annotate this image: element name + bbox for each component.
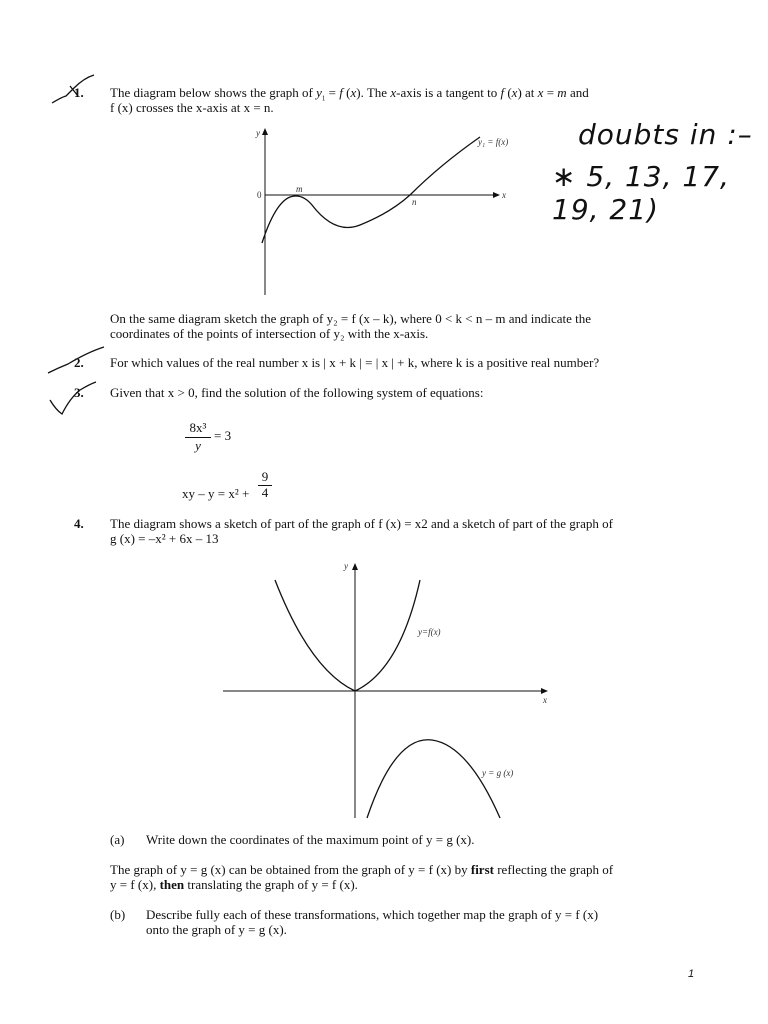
part-b-text-line-2: onto the graph of y = g (x). <box>146 922 287 937</box>
part-b-label: (b) <box>110 907 126 922</box>
graph-1-m-label: m <box>296 184 303 194</box>
q4-bold-then: then <box>159 877 185 892</box>
q1-var: m <box>557 85 567 100</box>
q1-var: f <box>500 85 505 100</box>
handwritten-note-line-2: ∗ 5, 13, 17, 19, 21) <box>552 160 730 226</box>
q1-text: ( <box>504 85 512 100</box>
q1-text: and <box>566 85 589 100</box>
equation-2-fraction-numerator: 9 <box>261 469 269 484</box>
graph-1-curve-label: y₁ = f(x) <box>478 137 509 147</box>
q4-text: translating the graph of y = f (x). <box>184 877 358 892</box>
q1-text: ( <box>342 85 351 100</box>
question-4-middle-line-2 <box>110 877 358 892</box>
equation-1-denominator: y <box>195 438 201 453</box>
graph-1 <box>250 125 550 305</box>
handwritten-note-line-1: doubts in :– <box>578 118 753 151</box>
question-4-number: 4. <box>74 516 84 531</box>
q1-sub: 1 <box>321 94 326 103</box>
q1-text: = <box>325 85 340 100</box>
question-1-number: 1. <box>74 85 84 100</box>
question-2-number: 2. <box>74 355 84 370</box>
question-4-line-2: g (x) = –x² + 6x – 13 <box>110 531 219 546</box>
q1-text: = <box>543 85 558 100</box>
graph-2-y-label: y <box>344 561 348 571</box>
q1-text: The diagram below shows the graph of <box>110 85 317 100</box>
q1-var: f <box>339 85 343 100</box>
graph-1-n-label: n <box>412 197 417 207</box>
page-number: 1 <box>688 968 695 980</box>
q4-bold-first: first <box>470 862 494 877</box>
question-4-line-1: The diagram shows a sketch of part of the graph of f (x) = x2 and a sketch of part of the graph of <box>110 516 613 531</box>
graph-1-origin-label: 0 <box>257 190 262 200</box>
equation-1-numerator: 8x³ <box>189 420 207 435</box>
graph-2 <box>220 560 560 820</box>
q1-var: x <box>350 85 357 100</box>
graph-2-f-label: y=f(x) <box>418 627 441 637</box>
graph-1-x-label: x <box>502 190 506 200</box>
question-4-middle-line-1 <box>110 862 613 877</box>
graph-2-x-label: x <box>543 695 547 705</box>
equation-2-lhs: xy – y = x² + <box>182 486 250 501</box>
equation-2-fraction-denominator: 4 <box>261 485 269 500</box>
q1-text: ) at <box>517 85 538 100</box>
question-1-follow-up-line-1: On the same diagram sketch the graph of y₂ = f (x – k), where 0 < k < n – m and indicate the <box>110 311 592 326</box>
q1-text: -axis is a tangent to <box>396 85 501 100</box>
question-1-follow-up-line-2: coordinates of the points of intersection of y₂ with the x-axis. <box>110 326 429 341</box>
q4-text: y = f (x), <box>110 877 160 892</box>
q1-var: x <box>390 85 397 100</box>
part-a-text: Write down the coordinates of the maximum point of y = g (x). <box>146 832 475 847</box>
part-a-label: (a) <box>110 832 125 847</box>
q4-text: The graph of y = g (x) can be obtained from the graph of y = f (x) by <box>110 862 471 877</box>
graph-2-g-label: y = g (x) <box>482 768 514 778</box>
question-3-number: 3. <box>74 385 84 400</box>
q1-var: y <box>316 85 322 100</box>
graph-1-y-label: y <box>256 128 260 138</box>
question-2-text: For which values of the real number x is | x + k | = | x | + k, where k is a positive real number? <box>110 355 600 370</box>
part-b-text-line-1: Describe fully each of these transformations, which together map the graph of y = f (x) <box>146 907 599 922</box>
question-1-line-2: f (x) crosses the x-axis at x = n. <box>110 100 274 115</box>
q1-text: ). The <box>356 85 391 100</box>
q4-text: reflecting the graph of <box>493 862 614 877</box>
q1-var: x <box>537 85 544 100</box>
q1-var: x <box>511 85 518 100</box>
equation-1-rhs: = 3 <box>214 428 232 443</box>
question-3-text: Given that x > 0, find the solution of the following system of equations: <box>110 385 484 400</box>
